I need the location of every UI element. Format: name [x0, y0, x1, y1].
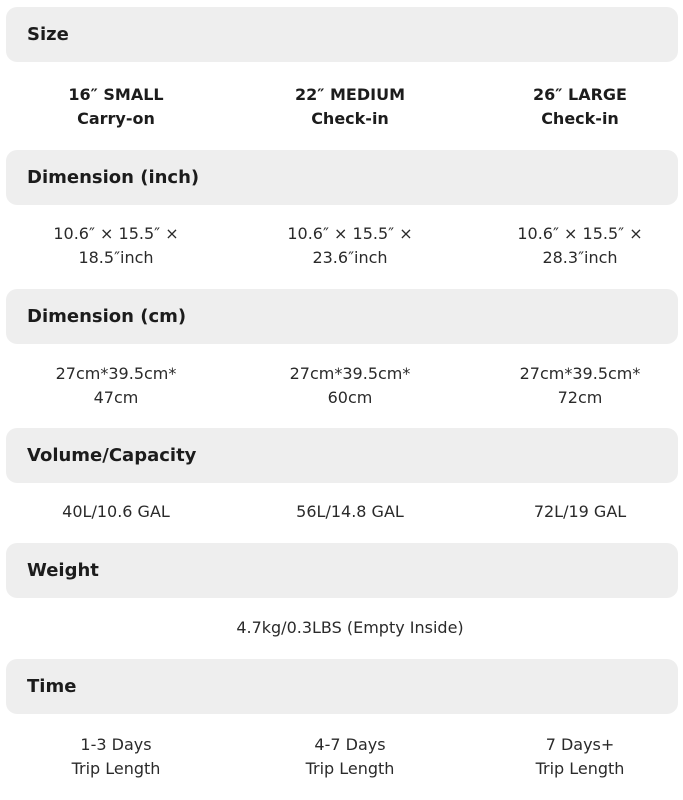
dimension-line: 10.6″ × 15.5″ ×: [53, 224, 179, 243]
size-large: [470, 83, 683, 131]
section-title: Size: [27, 24, 69, 45]
section-title: Time: [27, 676, 77, 697]
weight-value: 4.7kg/0.3LBS (Empty Inside): [236, 618, 464, 637]
time-medium: [240, 733, 460, 781]
dimension-line: 47cm: [93, 388, 139, 407]
dimension-line: 27cm*39.5cm*: [519, 364, 641, 383]
dimension-line: 27cm*39.5cm*: [289, 364, 411, 383]
time-days: 1-3 Days: [80, 735, 152, 754]
volume-small: 40L/10.6 GAL: [62, 502, 170, 521]
dimension-cm-medium: [240, 362, 460, 410]
size-label: 26″ LARGE: [533, 85, 627, 104]
section-header-size: [6, 7, 678, 62]
time-label: Trip Length: [535, 759, 625, 778]
time-large: [470, 733, 683, 781]
dimension-line: 28.3″inch: [542, 248, 618, 267]
section-title: Weight: [27, 560, 99, 581]
section-header-weight: [6, 543, 678, 598]
dimension-cm-large: [470, 362, 683, 410]
dimension-line: 10.6″ × 15.5″ ×: [287, 224, 413, 243]
size-label: 16″ SMALL: [68, 85, 164, 104]
dimension-cm-small: [6, 362, 226, 410]
size-type: Check-in: [541, 109, 619, 128]
size-medium: [240, 83, 460, 131]
time-days: 4-7 Days: [314, 735, 386, 754]
section-header-volume: [6, 428, 678, 483]
time-days: 7 Days+: [545, 735, 615, 754]
volume-medium: 56L/14.8 GAL: [296, 502, 404, 521]
dimension-line: 23.6″inch: [312, 248, 388, 267]
section-title: Dimension (cm): [27, 306, 187, 327]
size-type: Check-in: [311, 109, 389, 128]
dimension-line: 27cm*39.5cm*: [55, 364, 177, 383]
volume-large: 72L/19 GAL: [533, 502, 627, 521]
time-label: Trip Length: [305, 759, 395, 778]
dimension-line: 18.5″inch: [78, 248, 154, 267]
time-label: Trip Length: [71, 759, 161, 778]
section-header-time: [6, 659, 678, 714]
size-small: [6, 83, 226, 131]
dimension-inch-medium: [240, 222, 460, 270]
section-header-dimension-inch: [6, 150, 678, 205]
section-title: Volume/Capacity: [27, 445, 197, 466]
size-label: 22″ MEDIUM: [295, 85, 405, 104]
dimension-inch-small: [6, 222, 226, 270]
time-small: [6, 733, 226, 781]
size-type: Carry-on: [77, 109, 155, 128]
dimension-line: 10.6″ × 15.5″ ×: [517, 224, 643, 243]
section-header-dimension-cm: [6, 289, 678, 344]
section-title: Dimension (inch): [27, 167, 200, 188]
dimension-inch-large: [470, 222, 683, 270]
dimension-line: 60cm: [327, 388, 373, 407]
dimension-line: 72cm: [557, 388, 603, 407]
